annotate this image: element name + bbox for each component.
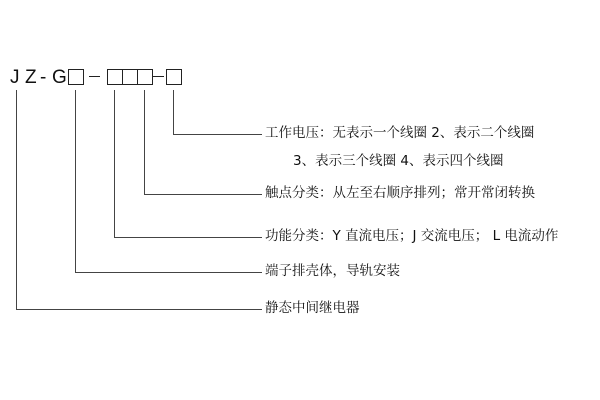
code-char-j: J xyxy=(10,67,20,88)
leader-vline-working-voltage xyxy=(173,90,174,134)
code-box-contact-1 xyxy=(122,69,138,85)
code-char-hyphen: - xyxy=(40,67,47,88)
code-dash-1 xyxy=(89,76,100,77)
code-char-z: Z xyxy=(25,67,37,88)
label-working-voltage-line2: 3、表示三个线圈 4、表示四个线圈 xyxy=(293,153,504,169)
leader-vline-static-intermediate-relay xyxy=(16,90,17,309)
label-working-voltage-line1: 工作电压：无表示一个线圈 2、表示二个线圈 xyxy=(265,125,535,141)
leader-hline-function-classification xyxy=(114,237,262,238)
label-terminal-row-housing: 端子排壳体，导轨安装 xyxy=(265,263,400,279)
code-box-function xyxy=(107,69,123,85)
leader-hline-working-voltage xyxy=(173,134,262,135)
label-function-classification: 功能分类：Y 直流电压；J 交流电压； L 电流动作 xyxy=(265,228,559,244)
leader-vline-function-classification xyxy=(114,90,115,237)
label-contact-classification: 触点分类：从左至右顺序排列；常开常闭转换 xyxy=(265,185,535,201)
leader-hline-static-intermediate-relay xyxy=(16,309,262,310)
leader-hline-terminal-row-housing xyxy=(75,272,262,273)
leader-hline-contact-classification xyxy=(144,194,262,195)
code-dash-2 xyxy=(153,76,164,77)
code-box-housing xyxy=(68,69,84,85)
code-box-contact-2 xyxy=(137,69,153,85)
leader-vline-terminal-row-housing xyxy=(75,90,76,272)
label-static-intermediate-relay: 静态中间继电器 xyxy=(265,300,360,316)
leader-vline-contact-classification xyxy=(144,90,145,194)
code-box-voltage xyxy=(166,69,182,85)
code-char-g: G xyxy=(52,67,67,88)
